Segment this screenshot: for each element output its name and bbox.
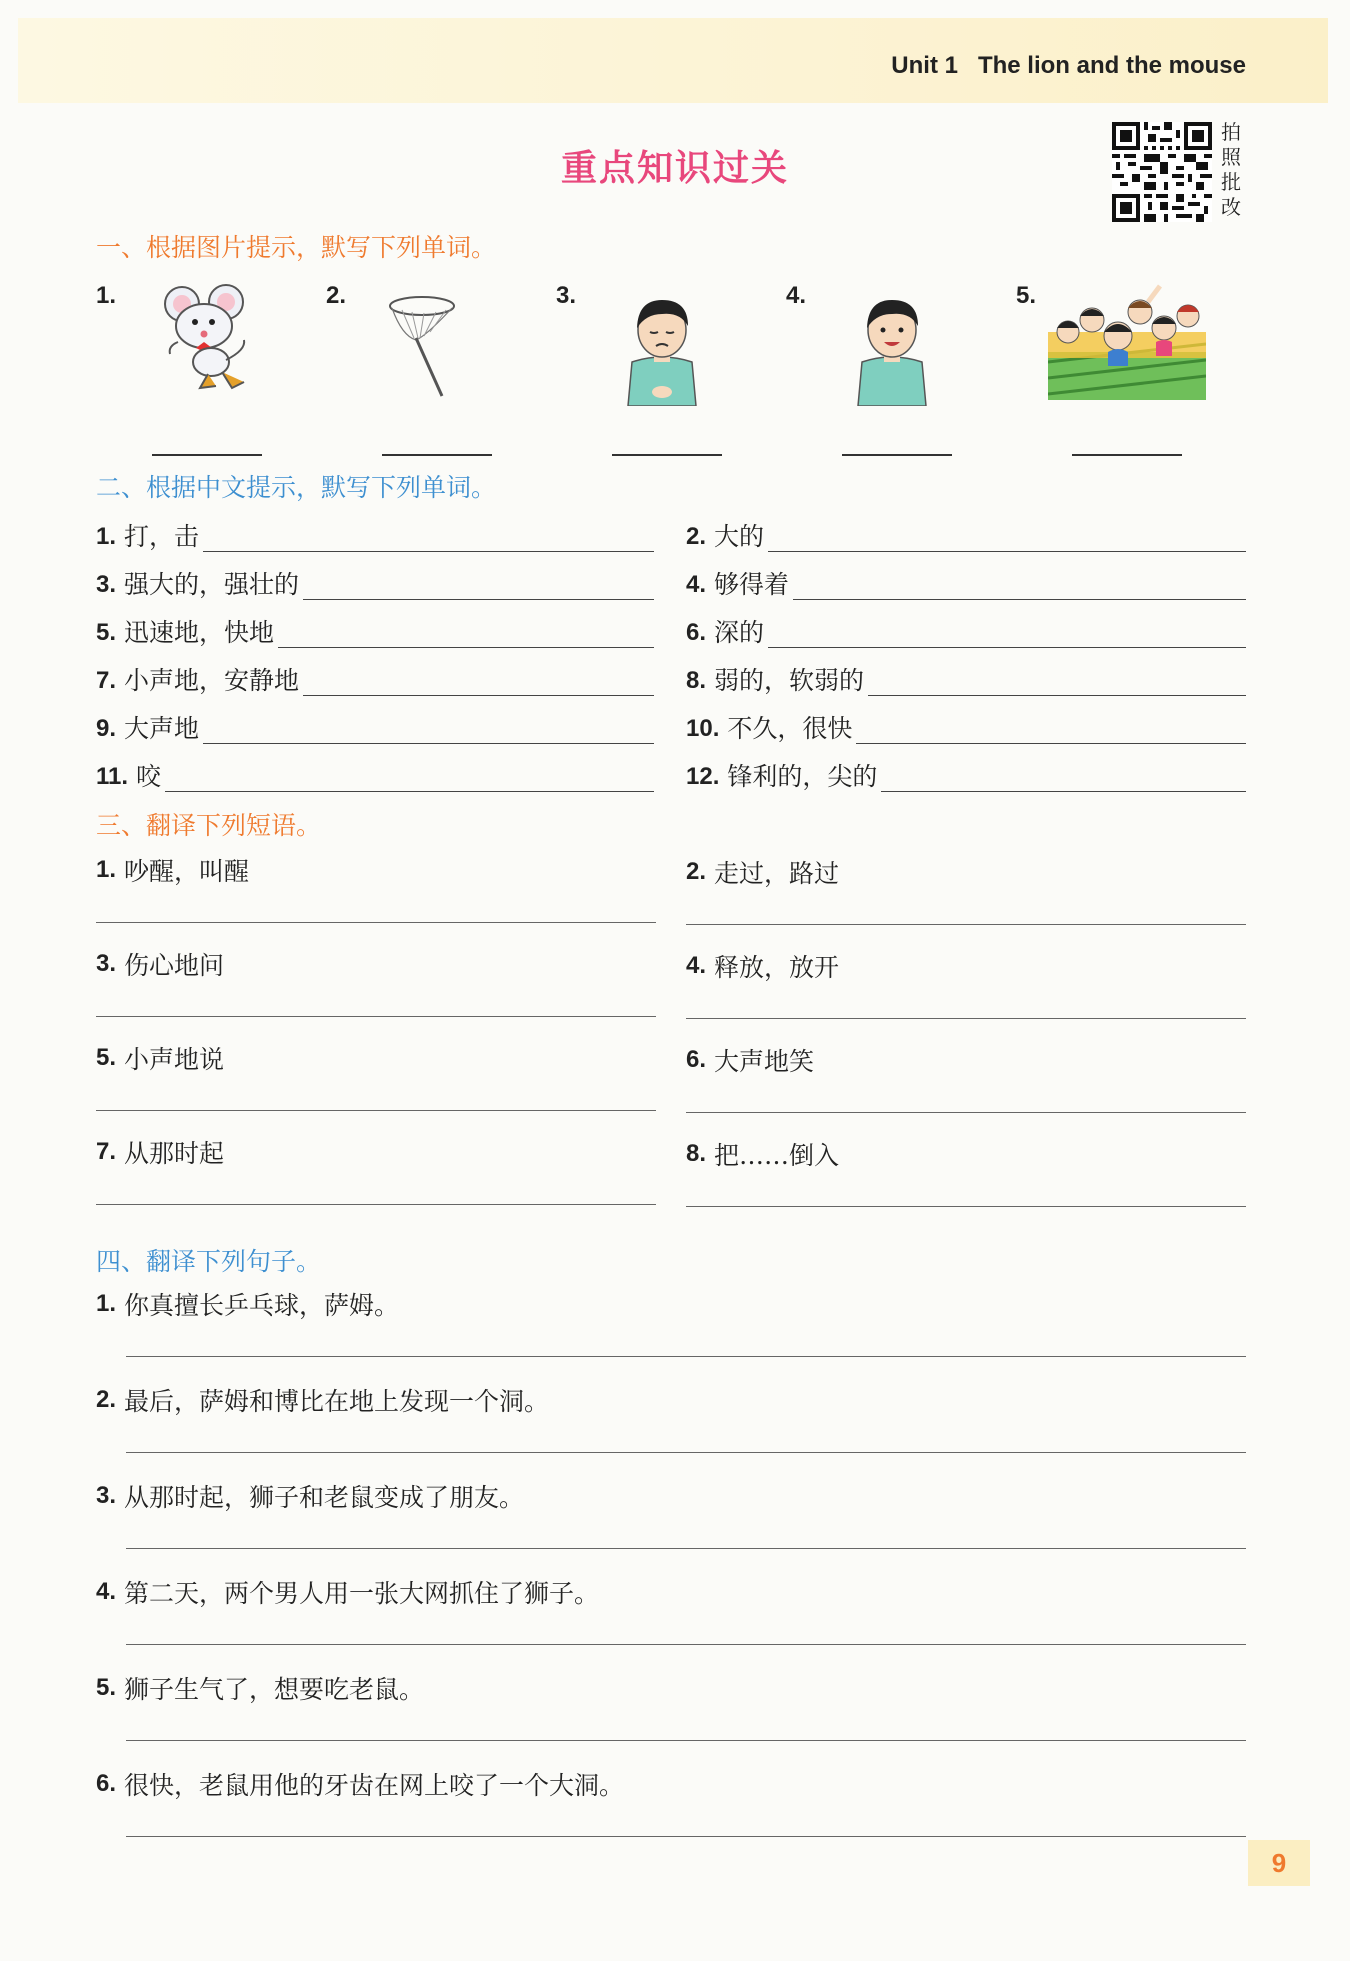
section-2-title: 二、根据中文提示，默写下列单词。	[96, 473, 497, 502]
phrase-item	[96, 946, 656, 982]
word-item	[686, 560, 1246, 600]
item-prompt: 大的	[714, 522, 765, 551]
item-prompt: 从那时起，狮子和老鼠变成了朋友。	[124, 1483, 525, 1512]
item-number: 2.	[686, 523, 707, 550]
phrase-item	[96, 852, 656, 888]
item-prompt: 大声地	[124, 714, 200, 743]
answer-line[interactable]	[278, 620, 654, 648]
mouse-icon	[156, 284, 266, 394]
phrase-item	[686, 948, 1246, 984]
item-number: 5.	[96, 1044, 117, 1071]
answer-line[interactable]	[303, 572, 654, 600]
answer-line[interactable]	[768, 524, 1246, 552]
happy-boy-icon	[852, 296, 932, 406]
phrase-item	[686, 1136, 1246, 1172]
item-number: 9.	[96, 715, 117, 742]
item-prompt: 第二天，两个男人用一张大网抓住了狮子。	[124, 1579, 600, 1608]
item-prompt: 够得着	[714, 570, 790, 599]
answer-line[interactable]	[126, 1452, 1246, 1453]
sentence-item	[96, 1286, 1246, 1322]
section-3-title: 三、翻译下列短语。	[96, 811, 322, 840]
item-number: 10.	[686, 715, 720, 742]
answer-line[interactable]	[768, 620, 1246, 648]
item-prompt: 最后，萨姆和博比在地上发现一个洞。	[124, 1387, 550, 1416]
item-number: 8.	[686, 667, 707, 694]
item-number: 5.	[96, 1674, 117, 1701]
word-item	[96, 560, 654, 600]
phrase-item	[686, 854, 1246, 890]
item-prompt: 锋利的，尖的	[727, 762, 878, 791]
item-number: 1.	[96, 282, 117, 309]
answer-line[interactable]	[303, 668, 654, 696]
word-item	[686, 752, 1246, 792]
section-4-title: 四、翻译下列句子。	[96, 1247, 322, 1276]
item-number: 8.	[686, 1140, 707, 1167]
item-prompt: 咬	[136, 762, 162, 791]
word-item	[686, 512, 1246, 552]
item-number: 11.	[96, 763, 129, 790]
page-title: 重点知识过关	[560, 148, 789, 189]
section-1-title: 一、根据图片提示，默写下列单词。	[96, 233, 497, 262]
item-prompt: 你真擅长乒乓球，萨姆。	[124, 1291, 400, 1320]
item-number: 5.	[96, 619, 117, 646]
item-number: 3.	[556, 282, 577, 309]
item-prompt: 很快，老鼠用他的牙齿在网上咬了一个大洞。	[124, 1771, 625, 1800]
word-item	[96, 512, 654, 552]
sentence-item	[96, 1574, 1246, 1610]
answer-line[interactable]	[126, 1740, 1246, 1741]
item-number: 2.	[686, 858, 707, 885]
unit-label: Unit 1	[891, 52, 958, 79]
word-item	[96, 704, 654, 744]
answer-line[interactable]	[868, 668, 1246, 696]
item-prompt: 小声地，安静地	[124, 666, 300, 695]
item-prompt: 强大的，强壮的	[124, 570, 300, 599]
qr-caption-char: 改	[1221, 195, 1241, 219]
sad-boy-icon	[622, 296, 702, 406]
sentence-item	[96, 1382, 1246, 1418]
item-prompt: 走过，路过	[714, 859, 840, 888]
qr-caption-char: 照	[1221, 145, 1241, 169]
item-prompt: 迅速地，快地	[124, 618, 275, 647]
sentence-item	[96, 1478, 1246, 1514]
item-number: 4.	[686, 952, 707, 979]
answer-line[interactable]	[881, 764, 1246, 792]
item-prompt: 弱的，软弱的	[714, 666, 865, 695]
sentence-item	[96, 1766, 1246, 1802]
item-number: 6.	[686, 1046, 707, 1073]
answer-line[interactable]	[686, 924, 1246, 925]
item-number: 7.	[96, 667, 117, 694]
answer-blank[interactable]	[842, 454, 952, 456]
answer-line[interactable]	[96, 1204, 656, 1205]
answer-line[interactable]	[126, 1356, 1246, 1357]
item-prompt: 狮子生气了，想要吃老鼠。	[124, 1675, 425, 1704]
answer-line[interactable]	[96, 922, 656, 923]
item-prompt: 释放，放开	[714, 953, 840, 982]
item-number: 6.	[686, 619, 707, 646]
item-number: 3.	[96, 571, 117, 598]
answer-line[interactable]	[686, 1112, 1246, 1113]
answer-line[interactable]	[686, 1018, 1246, 1019]
word-item	[96, 752, 654, 792]
item-prompt: 从那时起	[124, 1139, 225, 1168]
word-item	[686, 704, 1246, 744]
answer-line[interactable]	[126, 1644, 1246, 1645]
word-item	[96, 656, 654, 696]
item-number: 12.	[686, 763, 720, 790]
item-number: 6.	[96, 1770, 117, 1797]
item-number: 2.	[326, 282, 347, 309]
crowd-icon	[1048, 282, 1206, 400]
answer-blank[interactable]	[1072, 454, 1182, 456]
answer-blank[interactable]	[152, 454, 262, 456]
item-number: 4.	[786, 282, 807, 309]
page-number: 9	[1248, 1840, 1310, 1886]
net-icon	[386, 292, 466, 402]
unit-header	[891, 52, 1246, 80]
item-number: 1.	[96, 856, 117, 883]
answer-blank[interactable]	[382, 454, 492, 456]
item-prompt: 伤心地问	[124, 951, 225, 980]
unit-title: The lion and the mouse	[977, 52, 1246, 79]
answer-blank[interactable]	[612, 454, 722, 456]
word-item	[686, 656, 1246, 696]
answer-line[interactable]	[126, 1548, 1246, 1549]
item-number: 1.	[96, 1290, 117, 1317]
qr-code-icon[interactable]	[1112, 122, 1212, 222]
item-prompt: 打，击	[124, 522, 200, 551]
item-number: 5.	[1016, 282, 1037, 309]
answer-line[interactable]	[793, 572, 1246, 600]
item-number: 7.	[96, 1138, 117, 1165]
answer-line[interactable]	[686, 1206, 1246, 1207]
word-item	[96, 608, 654, 648]
item-prompt: 吵醒，叫醒	[124, 857, 250, 886]
phrase-item	[96, 1040, 656, 1076]
word-item	[686, 608, 1246, 648]
answer-line[interactable]	[96, 1110, 656, 1111]
answer-line[interactable]	[126, 1836, 1246, 1837]
item-number: 4.	[686, 571, 707, 598]
item-prompt: 不久，很快	[727, 714, 853, 743]
item-number: 2.	[96, 1386, 117, 1413]
qr-caption	[1218, 120, 1244, 220]
answer-line[interactable]	[203, 524, 654, 552]
answer-line[interactable]	[165, 764, 654, 792]
item-prompt: 小声地说	[124, 1045, 225, 1074]
qr-caption-char: 批	[1221, 170, 1241, 194]
phrase-item	[686, 1042, 1246, 1078]
answer-line[interactable]	[203, 716, 654, 744]
item-number: 4.	[96, 1578, 117, 1605]
item-number: 3.	[96, 1482, 117, 1509]
item-prompt: 把……倒入	[714, 1141, 840, 1170]
item-prompt: 深的	[714, 618, 765, 647]
item-number: 1.	[96, 523, 117, 550]
phrase-item	[96, 1134, 656, 1170]
item-prompt: 大声地笑	[714, 1047, 815, 1076]
item-number: 3.	[96, 950, 117, 977]
answer-line[interactable]	[96, 1016, 656, 1017]
sentence-item	[96, 1670, 1246, 1706]
qr-caption-char: 拍	[1221, 120, 1241, 144]
answer-line[interactable]	[856, 716, 1246, 744]
